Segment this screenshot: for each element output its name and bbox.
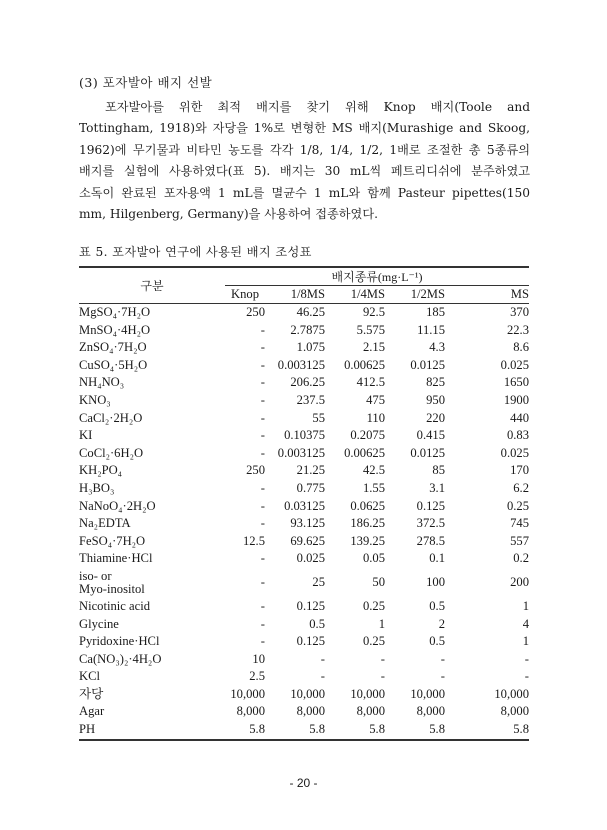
concentration-cell: 92.5 xyxy=(362,305,385,319)
table-row xyxy=(79,322,529,340)
concentration-cell: 22.3 xyxy=(506,322,529,337)
concentration-cell: 220 xyxy=(426,410,445,425)
component-name: Na₂EDTA xyxy=(79,516,131,531)
concentration-cell: - xyxy=(440,651,445,666)
table-row xyxy=(79,392,529,410)
concentration-cell: - xyxy=(320,669,325,684)
concentration-cell: 2.7875 xyxy=(290,322,325,337)
component-name: NH₄NO₃ xyxy=(79,375,125,390)
column-header: Knop xyxy=(225,286,265,304)
table-row xyxy=(79,616,529,634)
concentration-cell: 10,000 xyxy=(290,686,325,701)
component-name: Thiamine·HCl xyxy=(79,551,153,566)
concentration-cell: 0.125 xyxy=(296,598,325,613)
concentration-cell: 8,000 xyxy=(356,704,385,719)
concentration-cell: 0.03125 xyxy=(284,498,325,513)
concentration-cell: 412.5 xyxy=(356,375,385,390)
component-name: FeSO₄·7H₂O xyxy=(79,533,146,548)
medium-composition-table xyxy=(79,266,529,741)
table-row xyxy=(79,668,529,686)
component-name: CoCl₂·6H₂O xyxy=(79,445,144,460)
concentration-cell: 5.8 xyxy=(265,721,325,740)
table-row xyxy=(79,374,529,392)
concentration-cell: 8,000 xyxy=(236,704,265,719)
concentration-cell: 12.5 xyxy=(242,533,265,548)
concentration-cell: 0.0125 xyxy=(410,357,445,372)
table-row xyxy=(79,480,529,498)
section-heading: (3) 포자발아 배지 선발 xyxy=(79,75,213,90)
component-name: KI xyxy=(79,428,93,443)
component-name: KCl xyxy=(79,669,100,684)
concentration-cell: - xyxy=(260,322,265,337)
concentration-cell: 11.15 xyxy=(417,322,445,337)
table-row xyxy=(79,686,529,704)
table-row xyxy=(79,427,529,445)
concentration-cell: 0.5 xyxy=(309,616,325,631)
component-name: Glycine xyxy=(79,616,119,631)
concentration-cell: 1 xyxy=(522,634,529,649)
concentration-cell: 0.003125 xyxy=(277,357,325,372)
concentration-cell: 0.5 xyxy=(429,598,445,613)
concentration-cell: 0.2075 xyxy=(350,428,385,443)
page-number: - 20 - xyxy=(289,776,318,790)
concentration-cell: 5.8 xyxy=(225,721,265,740)
concentration-cell: 10,000 xyxy=(494,686,529,701)
concentration-cell: 50 xyxy=(372,575,385,590)
component-name: KH₂PO₄ xyxy=(79,463,123,478)
component-name: ZnSO₄·7H₂O xyxy=(79,340,147,355)
table-row xyxy=(79,498,529,516)
concentration-cell: 200 xyxy=(510,575,529,590)
concentration-cell: 69.625 xyxy=(290,533,325,548)
paragraph-line: 배지를 실험에 사용하였다(표 5). 배지는 30 mL씩 페트리디쉬에 분주하였고 xyxy=(79,164,530,179)
concentration-cell: 206.25 xyxy=(290,375,325,390)
concentration-cell: 21.25 xyxy=(296,463,325,478)
concentration-cell: 0.00625 xyxy=(344,357,385,372)
concentration-cell: - xyxy=(260,445,265,460)
concentration-cell: 2.15 xyxy=(362,340,385,355)
table-row xyxy=(79,568,529,598)
column-header: 1/4MS xyxy=(325,286,385,304)
component-name: MnSO₄·4H₂O xyxy=(79,322,151,337)
table-row xyxy=(79,410,529,428)
component-name: CaCl₂·2H₂O xyxy=(79,410,143,425)
concentration-cell: 0.025 xyxy=(500,445,529,460)
concentration-cell: 4.3 xyxy=(429,340,445,355)
concentration-cell: 0.775 xyxy=(296,480,325,495)
table-row xyxy=(79,533,529,551)
concentration-cell: 85 xyxy=(432,463,445,478)
concentration-cell: 93.125 xyxy=(290,516,325,531)
concentration-cell: 1.075 xyxy=(296,340,325,355)
concentration-cell: 0.003125 xyxy=(277,445,325,460)
concentration-cell: - xyxy=(380,651,385,666)
table-body xyxy=(79,304,529,740)
table-row xyxy=(79,515,529,533)
concentration-cell: 8,000 xyxy=(416,704,445,719)
concentration-cell: - xyxy=(260,498,265,513)
concentration-cell: 0.00625 xyxy=(344,445,385,460)
concentration-cell: 42.5 xyxy=(362,463,385,478)
concentration-cell: 1.55 xyxy=(362,480,385,495)
concentration-cell: 0.10375 xyxy=(284,428,325,443)
table-row xyxy=(79,721,529,740)
component-name: Ca(NO₃)₂·4H₂O xyxy=(79,651,162,666)
component-name: Agar xyxy=(79,704,105,719)
concentration-cell: 8,000 xyxy=(296,704,325,719)
component-name: Pyridoxine·HCl xyxy=(79,634,160,649)
table-row xyxy=(79,445,529,463)
column-header: 1/2MS xyxy=(385,286,445,304)
component-name: 자당 xyxy=(79,686,104,701)
table-caption: 표 5. 포자발아 연구에 사용된 배지 조성표 xyxy=(79,245,312,259)
component-name: iso- or Myo-inositol xyxy=(79,568,145,596)
concentration-cell: 0.05 xyxy=(362,551,385,566)
concentration-cell: 250 xyxy=(246,463,265,478)
column-header: MS xyxy=(445,286,529,304)
concentration-cell: 55 xyxy=(312,410,325,425)
concentration-cell: 6.2 xyxy=(513,480,529,495)
column-header: 1/8MS xyxy=(265,286,325,304)
concentration-cell: - xyxy=(260,575,265,590)
paragraph-line: 소독이 완료된 포자용액 1 mL를 멸균수 1 mL와 함께 Pasteur pipettes(150 xyxy=(79,185,530,200)
concentration-cell: 0.025 xyxy=(296,551,325,566)
table-row xyxy=(79,651,529,669)
concentration-cell: - xyxy=(320,651,325,666)
component-name: H₃BO₃ xyxy=(79,480,115,495)
concentration-cell: 46.25 xyxy=(296,305,325,319)
concentration-cell: 8,000 xyxy=(500,704,529,719)
concentration-cell: 0.25 xyxy=(506,498,529,513)
concentration-cell: 825 xyxy=(426,375,445,390)
concentration-cell: - xyxy=(260,616,265,631)
concentration-cell: 139.25 xyxy=(350,533,385,548)
concentration-cell: 0.5 xyxy=(429,634,445,649)
concentration-cell: 170 xyxy=(510,463,529,478)
concentration-cell: 278.5 xyxy=(416,533,445,548)
concentration-cell: 1 xyxy=(522,598,529,613)
concentration-cell: - xyxy=(260,357,265,372)
paragraph-line: mm, Hilgenberg, Germany)을 사용하여 접종하였다. xyxy=(79,207,378,222)
concentration-cell: 186.25 xyxy=(350,516,385,531)
concentration-cell: - xyxy=(260,428,265,443)
paragraph-line: Tottingham, 1918)와 자당을 1%로 변형한 MS 배지(Murashige and Skoog, xyxy=(79,121,530,136)
concentration-cell: 5.8 xyxy=(325,721,385,740)
row-header-label: 구분 xyxy=(79,267,225,304)
table-row xyxy=(79,703,529,721)
concentration-cell: 0.25 xyxy=(362,634,385,649)
component-name: CuSO₄·5H₂O xyxy=(79,357,148,372)
concentration-cell: 25 xyxy=(312,575,325,590)
concentration-cell: 1 xyxy=(378,616,385,631)
concentration-cell: 10 xyxy=(252,651,265,666)
concentration-cell: - xyxy=(380,669,385,684)
concentration-cell: - xyxy=(260,410,265,425)
concentration-cell: 370 xyxy=(510,305,529,319)
concentration-cell: - xyxy=(524,669,529,684)
table-row xyxy=(79,598,529,616)
concentration-cell: 8.6 xyxy=(513,340,529,355)
table-row xyxy=(79,304,529,322)
component-name: Nicotinic acid xyxy=(79,598,150,613)
concentration-cell: 1900 xyxy=(503,392,529,407)
body-paragraph xyxy=(79,97,530,225)
concentration-cell: 4 xyxy=(522,616,529,631)
concentration-cell: 0.415 xyxy=(416,428,445,443)
concentration-cell: 557 xyxy=(510,533,529,548)
concentration-cell: 0.1 xyxy=(429,551,445,566)
concentration-cell: 1650 xyxy=(503,375,529,390)
concentration-cell: - xyxy=(260,598,265,613)
group-header: 배지종류(mg·L⁻¹) xyxy=(225,267,529,286)
concentration-cell: 237.5 xyxy=(296,392,325,407)
concentration-cell: 2.5 xyxy=(249,669,265,684)
concentration-cell: 5.8 xyxy=(385,721,445,740)
concentration-cell: 950 xyxy=(426,392,445,407)
concentration-cell: - xyxy=(260,392,265,407)
component-name: KNO₃ xyxy=(79,392,111,407)
concentration-cell: 10,000 xyxy=(410,686,445,701)
concentration-cell: - xyxy=(260,551,265,566)
concentration-cell: 0.0125 xyxy=(410,445,445,460)
table-row xyxy=(79,339,529,357)
concentration-cell: 10,000 xyxy=(230,686,265,701)
concentration-cell: 745 xyxy=(510,516,529,531)
concentration-cell: - xyxy=(260,480,265,495)
concentration-cell: 475 xyxy=(366,392,385,407)
concentration-cell: 5.8 xyxy=(445,721,529,740)
concentration-cell: - xyxy=(260,634,265,649)
concentration-cell: - xyxy=(524,651,529,666)
concentration-cell: - xyxy=(260,516,265,531)
concentration-cell: - xyxy=(260,375,265,390)
table-row xyxy=(79,550,529,568)
concentration-cell: 2 xyxy=(438,616,445,631)
concentration-cell: 0.2 xyxy=(513,551,529,566)
concentration-cell: 440 xyxy=(510,410,529,425)
concentration-cell: 0.0625 xyxy=(350,498,385,513)
concentration-cell: 5.575 xyxy=(356,322,385,337)
component-name: MgSO₄·7H₂O xyxy=(79,305,151,319)
concentration-cell: 0.025 xyxy=(500,357,529,372)
component-name: NaNoO₄·2H₂O xyxy=(79,498,156,513)
paragraph-line: 포자발아를 위한 최적 배지를 찾기 위해 Knop 배지(Toole and xyxy=(105,100,530,114)
concentration-cell: 0.125 xyxy=(296,634,325,649)
concentration-cell: 10,000 xyxy=(350,686,385,701)
concentration-cell: - xyxy=(440,669,445,684)
paragraph-line: 1962)에 무기물과 비타민 농도를 각각 1/8, 1/4, 1/2, 1배로 조절한 총 5종류의 xyxy=(79,142,530,157)
concentration-cell: 372.5 xyxy=(416,516,445,531)
concentration-cell: 3.1 xyxy=(429,480,445,495)
concentration-cell: 0.25 xyxy=(362,598,385,613)
concentration-cell: 100 xyxy=(426,575,445,590)
concentration-cell: 0.125 xyxy=(416,498,445,513)
component-name: PH xyxy=(79,721,225,740)
concentration-cell: - xyxy=(260,340,265,355)
concentration-cell: 0.83 xyxy=(506,428,529,443)
table-row xyxy=(79,633,529,651)
concentration-cell: 185 xyxy=(426,305,445,319)
table-row xyxy=(79,357,529,375)
concentration-cell: 110 xyxy=(366,410,385,425)
table-row xyxy=(79,462,529,480)
concentration-cell: 250 xyxy=(246,305,265,319)
